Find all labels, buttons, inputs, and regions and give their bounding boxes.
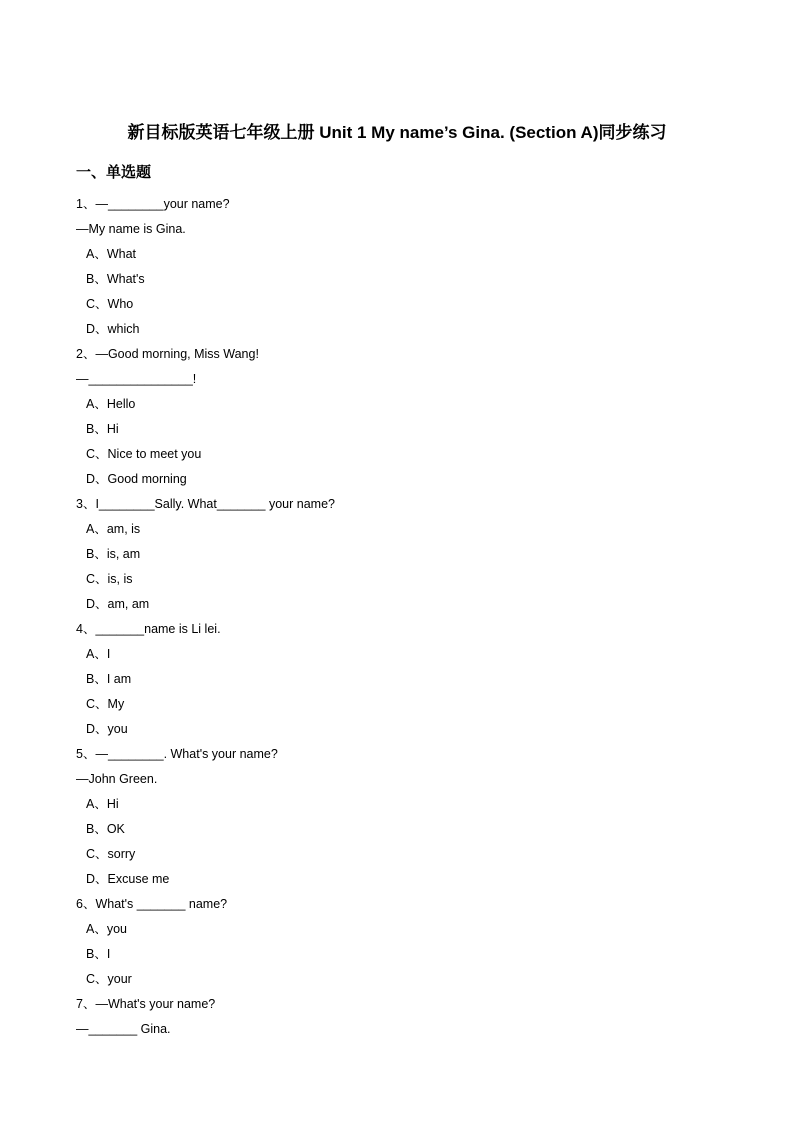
question-stem: 7、—What's your name? (76, 997, 216, 1011)
question-stem-reply: —_______ Gina. (76, 1022, 171, 1036)
option-b[interactable]: B、Hi (86, 422, 119, 436)
question-stem-reply: —John Green. (76, 772, 158, 786)
option-a[interactable]: A、I (86, 647, 111, 661)
option-d[interactable]: D、am, am (86, 597, 150, 611)
option-b[interactable]: B、I am (86, 672, 132, 686)
question-stem: 3、I________Sally. What_______ your name? (76, 497, 335, 511)
question-stem: 2、—Good morning, Miss Wang! (76, 347, 259, 361)
question-stem: 5、—________. What's your name? (76, 747, 278, 761)
question-stem-reply: —My name is Gina. (76, 222, 186, 236)
option-b[interactable]: B、is, am (86, 547, 141, 561)
option-d[interactable]: D、which (86, 322, 140, 336)
option-c[interactable]: C、My (86, 697, 125, 711)
option-a[interactable]: A、you (86, 922, 127, 936)
option-d[interactable]: D、Excuse me (86, 872, 170, 886)
question-stem: 4、_______name is Li lei. (76, 622, 221, 636)
option-b[interactable]: B、I (86, 947, 111, 961)
question-list (76, 192, 736, 1042)
question-stem: 6、What's _______ name? (76, 897, 228, 911)
option-d[interactable]: D、Good morning (86, 472, 187, 486)
option-a[interactable]: A、Hi (86, 797, 119, 811)
option-b[interactable]: B、OK (86, 822, 125, 836)
question-stem-reply: —_______________! (76, 372, 197, 386)
option-c[interactable]: C、is, is (86, 572, 133, 586)
option-a[interactable]: A、am, is (86, 522, 141, 536)
option-c[interactable]: C、sorry (86, 847, 136, 861)
document-title: 新目标版英语七年级上册 Unit 1 My name’s Gina. (Section A)同步练习 (127, 123, 667, 142)
option-a[interactable]: A、Hello (86, 397, 136, 411)
option-a[interactable]: A、What (86, 247, 137, 261)
option-c[interactable]: C、Nice to meet you (86, 447, 202, 461)
question-stem: 1、—________your name? (76, 197, 230, 211)
option-b[interactable]: B、What's (86, 272, 145, 286)
option-d[interactable]: D、you (86, 722, 128, 736)
section-heading: 一、单选题 (76, 164, 152, 181)
option-c[interactable]: C、Who (86, 297, 134, 311)
option-c[interactable]: C、your (86, 972, 132, 986)
